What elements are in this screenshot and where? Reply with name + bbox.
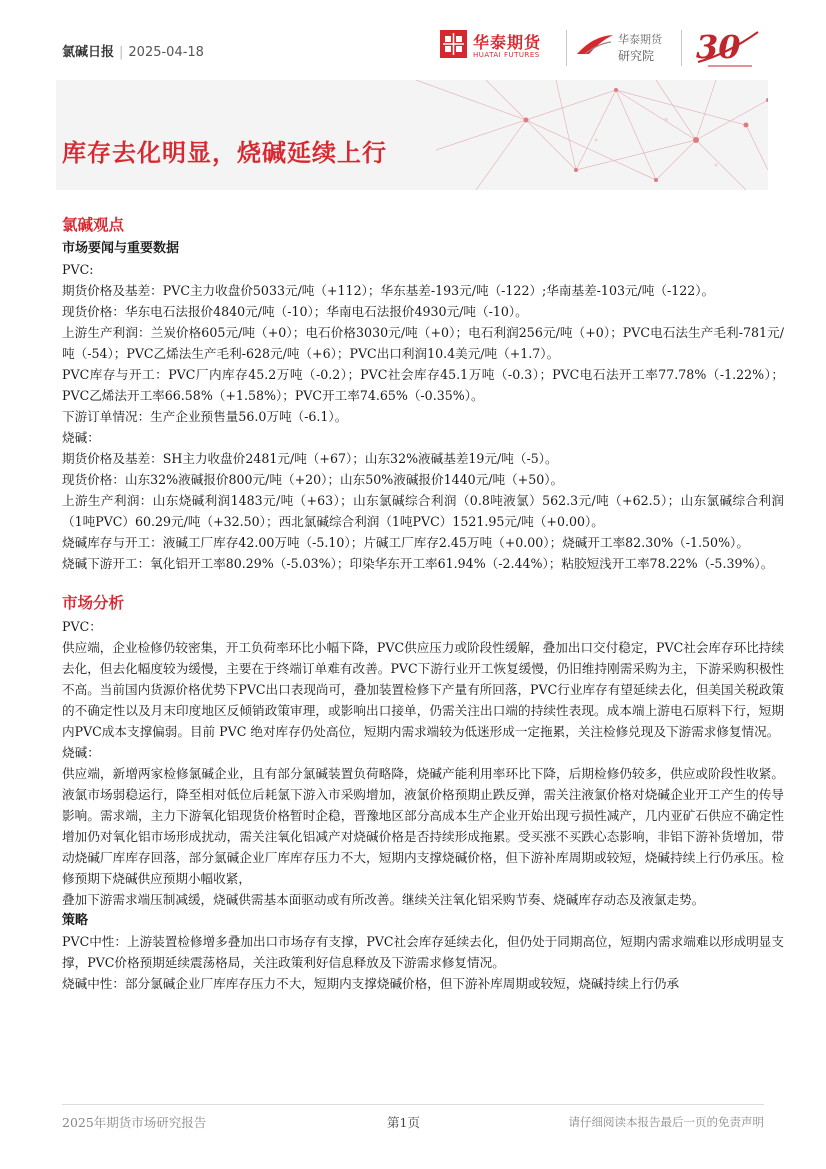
paragraph: 烧碱下游开工：氧化铝开工率80.29%（-5.03%）；印染华东开工率61.94%（-2.44%）；粘胶短浅开工率78.22%（-5.39%）。 xyxy=(62,556,774,571)
huatai-logo-mark-icon xyxy=(440,30,467,58)
paragraph: 上游生产利润：山东烧碱利润1483元/吨（+63）；山东氯碱综合利润（0.8吨液氯）562.3元/吨（+62.5）；山东氯碱综合利润（1吨PVC）60.29元/吨（+32.50）；西北氯碱综合利润（1吨PVC）1521.95元/吨（+0.00）。 xyxy=(62,493,784,529)
huatai-futures-logo xyxy=(440,28,558,72)
paragraph: 烧碱中性：部分氯碱企业厂库库存压力不大，短期内支撑烧碱价格，但下游补库周期或较短，烧碱持续上行仍承 xyxy=(62,976,680,991)
section-title-strategy: 策略 xyxy=(62,913,89,928)
paragraph: 期货价格及基差：SH主力收盘价2481元/吨（+67）；山东32%液碱基差19元/吨（-5）。 xyxy=(62,451,558,466)
view-section xyxy=(62,212,784,574)
anniversary-30-logo xyxy=(692,24,762,70)
footer-report-name: 2025年期货市场研究报告 xyxy=(62,1115,207,1130)
paragraph: 供应端，企业检修仍较密集，开工负荷率环比小幅下降，PVC供应压力或阶段性缓解，叠加出口交付稳定，PVC社会库存环比持续去化，但去化幅度较为缓慢，主要在于终端订单难有改善。PVC下游行业开工恢复缓慢，仍旧维持刚需采购为主，下游采购积极性不高。当前国内货源价格优势下PVC出口表现尚可，叠加装置检修下产量有所回落，PVC行业库存有望延续去化，但美国关税政策的不确定性以及月末印度地区反倾销政策审理，或影响出口接单，仍需关注出口端的持续性表现。成本端上游电石原料下行，短期内PVC成本支撑偏弱。目前 PVC 绝对库存仍处高位，短期内需求端较为低迷形成一定拖累，关注检修兑现及下游需求修复情况。 xyxy=(62,640,784,739)
paragraph: 下游订单情况：生产企业预售量56.0万吨（-6.1）。 xyxy=(62,409,348,424)
research-institute-logo xyxy=(575,28,675,68)
section-title-analysis: 市场分析 xyxy=(62,594,125,612)
paragraph: 现货价格：华东电石法报价4840元/吨（-10）；华南电石法报价4930元/吨（-10）。 xyxy=(62,304,528,319)
page-header xyxy=(0,0,826,80)
paragraph: PVC: xyxy=(62,262,94,277)
paragraph: 上游生产利润：兰炭价格605元/吨（+0）；电石价格3030元/吨（+0）；电石利润256元/吨（+0）；PVC电石法生产毛利-781元/吨（-54）；PVC乙烯法生产毛利-628元/吨（+6）；PVC出口利润10.4美元/吨（+1.7）。 xyxy=(62,325,784,361)
page-number: 第1页 xyxy=(387,1115,420,1130)
paragraph: 烧碱库存与开工：液碱工厂库存42.00万吨（-5.10）；片碱工厂库存2.45万吨（+0.00）；烧碱开工率82.30%（-1.50%）。 xyxy=(62,535,749,550)
disclaimer-note: 请仔细阅读本报告最后一页的免责声明 xyxy=(568,1115,764,1129)
paragraph: 期货价格及基差：PVC主力收盘价5033元/吨（+112）；华东基差-193元/吨（-122）;华南基差-103元/吨（-122）。 xyxy=(62,283,715,298)
title-banner xyxy=(56,80,768,190)
section-title-view: 氯碱观点 xyxy=(62,216,125,234)
paragraph: 烧碱： xyxy=(62,430,100,445)
research-line2: 研究院 xyxy=(618,49,655,63)
analysis-section xyxy=(62,590,784,910)
report-type: 氯碱日报 xyxy=(62,45,115,60)
header-separator: | xyxy=(119,45,124,60)
paragraph: PVC库存与开工：PVC厂内库存45.2万吨（-0.2）；PVC社会库存45.1万吨（-0.3）；PVC电石法开工率77.78%（-1.22%）；PVC乙烯法开工率66.58%（+1.58%）；PVC开工率74.65%（-0.35%）。 xyxy=(62,367,784,403)
header-divider xyxy=(566,30,567,66)
footer-divider xyxy=(62,1104,764,1105)
paragraph: 现货价格：山东32%液碱报价800元/吨（+20）；山东50%液碱报价1440元/吨（+50）。 xyxy=(62,472,564,487)
huatai-logo-cn: 华泰期货 xyxy=(473,33,542,52)
paragraph: 供应端，新增两家检修氯碱企业，且有部分氯碱装置负荷略降，烧碱产能利用率环比下降，后期检修仍较多，供应或阶段性收紧。液氯市场弱稳运行，降至相对低位后耗氯下游入市采购增加，液氯价格预期止跌反弹，需关注液氯价格对烧碱企业开工产生的传导影响。需求端，主力下游氧化铝现货价格暂时企稳，晋豫地区部分高成本生产企业开始出现亏损性减产，几内亚矿石供应不确定性增加仍对氧化铝市场形成扰动，需关注氧化铝减产对烧碱价格是否持续形成拖累。受买涨不买跌心态影响，非铝下游补货增加，带动烧碱厂库库存回落，部分氯碱企业厂库库存压力不大，短期内支撑烧碱价格，但下游补库周期或较短，烧碱持续上行仍承压。检修预期下烧碱供应预期小幅收紧， xyxy=(62,766,784,886)
paragraph: 叠加下游需求端压制减缓，烧碱供需基本面驱动或有所改善。继续关注氧化铝采购节奏、烧碱库存动态及液氯走势。 xyxy=(62,892,705,907)
paragraph: 烧碱： xyxy=(62,745,100,760)
paragraph: PVC： xyxy=(62,619,102,634)
report-body xyxy=(62,212,784,994)
strategy-section xyxy=(62,910,784,994)
report-label xyxy=(62,41,204,60)
anniversary-number: 30 xyxy=(696,28,741,66)
huatai-logo-en: HUATAI FUTURES xyxy=(473,51,540,59)
research-line1: 华泰期货 xyxy=(618,33,662,46)
report-date: 2025-04-18 xyxy=(128,45,204,60)
page-footer xyxy=(62,1104,764,1134)
header-divider xyxy=(681,30,682,66)
section-subtitle-news: 市场要闻与重要数据 xyxy=(62,241,180,256)
report-title: 库存去化明显，烧碱延续上行 xyxy=(62,139,387,167)
paragraph: PVC中性：上游装置检修增多叠加出口市场存有支撑，PVC社会库存延续去化，但仍处于同期高位，短期内需求端难以形成明显支撑，PVC价格预期延续震荡格局，关注政策利好信息释放及下游需求修复情况。 xyxy=(62,934,784,970)
research-swoosh-icon xyxy=(575,32,615,58)
